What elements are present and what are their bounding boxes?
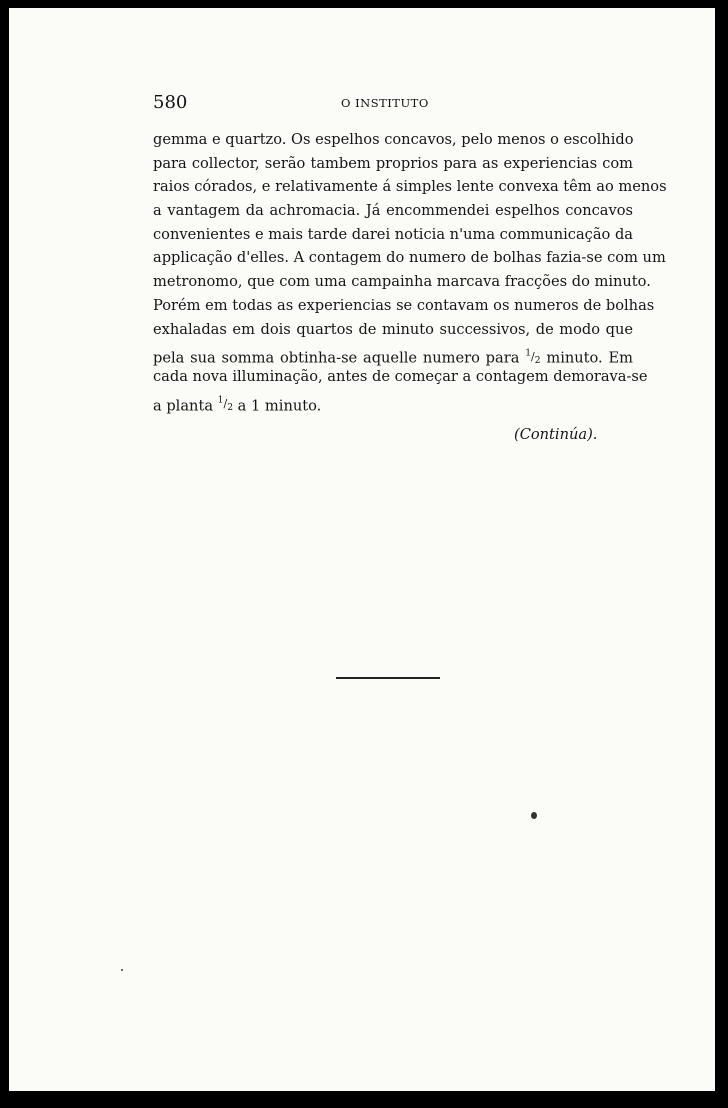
scanned-page — [9, 8, 715, 1091]
fraction-separator: / — [531, 349, 535, 363]
fraction-denominator: 2 — [227, 402, 234, 414]
text-line-with-fraction — [153, 341, 633, 365]
text-line: a vantagem da achromacia. Já encommendei espelhos concavos — [153, 202, 633, 220]
text-segment: a planta — [153, 397, 218, 415]
fraction-denominator: 2 — [534, 355, 541, 367]
text-segment: pela sua somma obtinha-se aquelle numero para — [153, 349, 526, 367]
text-segment: a 1 minuto. — [233, 397, 322, 415]
fraction-numerator: 1 — [217, 394, 224, 406]
page-number: 580 — [153, 92, 188, 113]
continuation-note: (Continúa). — [514, 426, 598, 443]
text-line: gemma e quartzo. Os espelhos concavos, pelo menos o escolhido — [153, 131, 634, 148]
text-line: metronomo, que com uma campainha marcava fracções do minuto. — [153, 273, 651, 291]
running-head: O INSTITUTO — [341, 96, 429, 110]
page-header — [153, 92, 635, 116]
fraction-numerator: 1 — [525, 347, 532, 359]
text-line: exhaladas em dois quartos de minuto successivos, de modo que — [153, 320, 633, 338]
ink-speck — [531, 812, 537, 819]
section-divider — [336, 677, 440, 679]
text-line: para collector, serão tambem proprios para as experiencias com — [153, 154, 633, 172]
text-line-with-fraction — [153, 389, 633, 413]
fraction-one-half — [217, 394, 234, 414]
text-line: cada nova illuminação, antes de começar a contagem demorava-se — [153, 367, 648, 385]
text-line: applicação d'elles. A contagem do numero de bolhas fazia-se com um — [153, 249, 666, 267]
body-paragraph — [153, 128, 667, 415]
fraction-one-half — [525, 347, 541, 367]
text-line: convenientes e mais tarde darei noticia n'uma communicação da — [153, 225, 633, 243]
text-line: Porém em todas as experiencias se contavam os numeros de bolhas — [153, 296, 655, 314]
text-line: raios córados, e relativamente á simples lente convexa têm ao menos — [153, 178, 667, 196]
fraction-separator: / — [223, 397, 228, 411]
text-segment: minuto. Em — [540, 349, 633, 367]
ink-speck — [121, 969, 123, 971]
